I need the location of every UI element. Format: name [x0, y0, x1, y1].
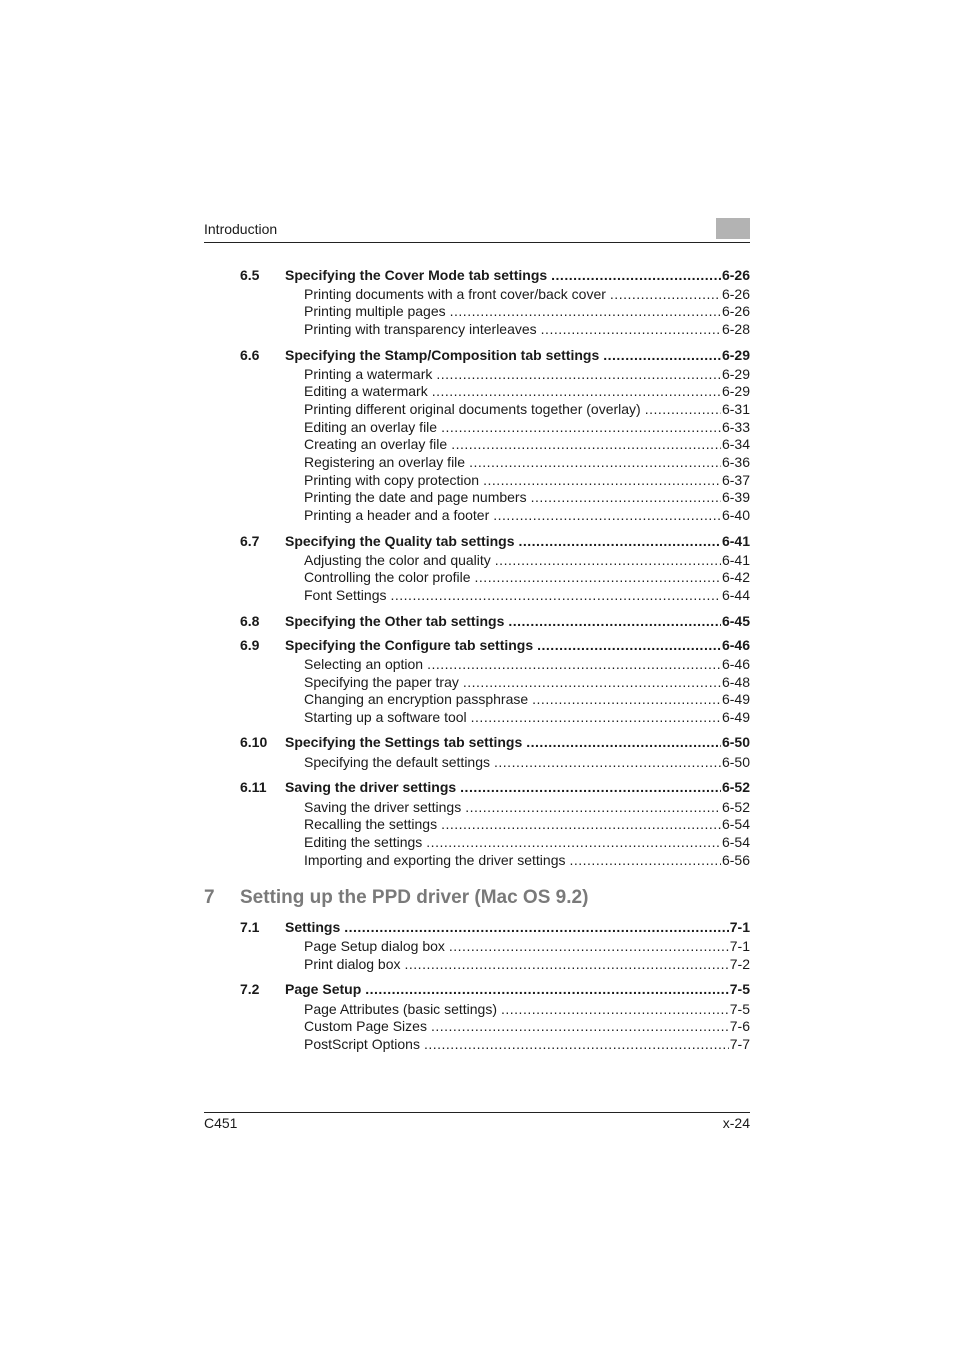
- toc-entry[interactable]: [304, 320, 750, 338]
- dot-leader: [441, 815, 721, 833]
- toc-section-6-9[interactable]: [240, 636, 750, 654]
- dot-leader: [508, 612, 721, 630]
- section-number: 6.9: [240, 637, 260, 653]
- section-number: 6.11: [240, 779, 267, 795]
- chapter-number: 7: [204, 887, 215, 908]
- toc-entry[interactable]: [304, 673, 750, 691]
- section-title: Specifying the Stamp/Composition tab settings: [285, 347, 600, 363]
- entry-title: Printing the date and page numbers: [304, 489, 527, 505]
- section-title: Page Setup: [285, 981, 362, 997]
- entry-page: 7-6: [729, 1018, 750, 1034]
- entry-page: 6-36: [721, 454, 750, 470]
- toc-entry[interactable]: [304, 833, 750, 851]
- dot-leader: [465, 798, 721, 816]
- entry-title: Printing with copy protection: [304, 472, 480, 488]
- dot-leader: [551, 266, 721, 284]
- dot-leader: [531, 488, 721, 506]
- entry-title: Adjusting the color and quality: [304, 552, 491, 568]
- dot-leader: [436, 365, 721, 383]
- section-number: 6.8: [240, 613, 260, 629]
- section-number: 6.6: [240, 347, 260, 363]
- toc-entry[interactable]: [304, 690, 750, 708]
- toc-entry[interactable]: [304, 302, 750, 320]
- dot-leader: [431, 1017, 729, 1035]
- section-title: Settings: [285, 919, 341, 935]
- toc-entry[interactable]: [304, 568, 750, 586]
- dot-leader: [483, 471, 721, 489]
- dot-leader: [391, 586, 721, 604]
- dot-leader: [569, 851, 720, 869]
- entry-title: Registering an overlay file: [304, 454, 466, 470]
- entry-title: Printing a header and a footer: [304, 507, 490, 523]
- entry-title: Importing and exporting the driver settings: [304, 852, 566, 868]
- toc-entry[interactable]: [304, 418, 750, 436]
- toc-entry[interactable]: [304, 753, 750, 771]
- entry-page: 6-28: [721, 321, 750, 337]
- toc-entry[interactable]: [304, 955, 750, 973]
- entry-title: Editing the settings: [304, 834, 423, 850]
- entry-title: Saving the driver settings: [304, 799, 462, 815]
- toc-section-7-2[interactable]: [240, 980, 750, 998]
- footer-model: C451: [204, 1115, 238, 1131]
- entry-page: 6-52: [721, 799, 750, 815]
- dot-leader: [501, 1000, 729, 1018]
- toc-entry[interactable]: [304, 937, 750, 955]
- entry-title: Creating an overlay file: [304, 436, 448, 452]
- dot-leader: [610, 285, 721, 303]
- dot-leader: [441, 418, 721, 436]
- dot-leader: [475, 568, 721, 586]
- toc-entry[interactable]: [304, 1017, 750, 1035]
- entry-title: Selecting an option: [304, 656, 424, 672]
- entry-page: 6-26: [721, 303, 750, 319]
- entry-title: Specifying the default settings: [304, 754, 491, 770]
- dot-leader: [645, 400, 721, 418]
- chapter-heading[interactable]: [204, 887, 750, 909]
- entry-page: 6-41: [721, 552, 750, 568]
- toc-entry[interactable]: [304, 586, 750, 604]
- entry-page: 7-7: [729, 1036, 750, 1052]
- entry-title: Printing multiple pages: [304, 303, 446, 319]
- section-page: 6-52: [721, 779, 750, 795]
- entry-title: Starting up a software tool: [304, 709, 467, 725]
- toc-section-6-10[interactable]: [240, 733, 750, 751]
- entry-page: 6-54: [721, 834, 750, 850]
- toc-entry[interactable]: [304, 285, 750, 303]
- toc-entry[interactable]: [304, 488, 750, 506]
- dot-leader: [427, 655, 721, 673]
- dot-leader: [405, 955, 729, 973]
- dot-leader: [603, 346, 721, 364]
- header-rule: [204, 242, 750, 243]
- entry-page: 6-49: [721, 691, 750, 707]
- dot-leader: [493, 506, 721, 524]
- section-page: 6-50: [721, 734, 750, 750]
- entry-title: Recalling the settings: [304, 816, 438, 832]
- entry-page: 6-39: [721, 489, 750, 505]
- section-page: 6-41: [721, 533, 750, 549]
- entry-title: Print dialog box: [304, 956, 401, 972]
- entry-page: 6-42: [721, 569, 750, 585]
- entry-title: Printing different original documents together (overlay): [304, 401, 641, 417]
- section-page: 6-46: [721, 637, 750, 653]
- section-number: 6.10: [240, 734, 268, 750]
- entry-page: 7-1: [729, 938, 750, 954]
- section-title: Specifying the Cover Mode tab settings: [285, 267, 548, 283]
- section-number: 7.2: [240, 981, 260, 997]
- section-number: 6.5: [240, 267, 260, 283]
- toc-section-6-8[interactable]: [240, 612, 750, 630]
- toc-entry[interactable]: [304, 551, 750, 569]
- dot-leader: [365, 980, 729, 998]
- entry-page: 6-56: [721, 852, 750, 868]
- toc-entry[interactable]: [304, 655, 750, 673]
- entry-page: 6-40: [721, 507, 750, 523]
- toc-section-6-7[interactable]: [240, 532, 750, 550]
- entry-title: Page Setup dialog box: [304, 938, 445, 954]
- section-page: 7-1: [729, 919, 750, 935]
- dot-leader: [344, 918, 729, 936]
- header-tab-marker: [716, 218, 750, 239]
- footer-rule: [204, 1112, 750, 1113]
- dot-leader: [494, 753, 721, 771]
- dot-leader: [451, 435, 721, 453]
- toc-entry[interactable]: [304, 506, 750, 524]
- section-number: 6.7: [240, 533, 260, 549]
- entry-page: 6-31: [721, 401, 750, 417]
- toc-section-6-11[interactable]: [240, 778, 750, 796]
- dot-leader: [450, 302, 721, 320]
- dot-leader: [526, 733, 721, 751]
- entry-page: 6-50: [721, 754, 750, 770]
- toc-entry[interactable]: [304, 815, 750, 833]
- toc-section-7-1[interactable]: [240, 918, 750, 936]
- footer-page-number: x-24: [722, 1115, 750, 1131]
- toc-entry[interactable]: [304, 798, 750, 816]
- dot-leader: [424, 1035, 729, 1053]
- toc-section-6-5[interactable]: [240, 266, 750, 284]
- entry-title: Controlling the color profile: [304, 569, 471, 585]
- section-page: 6-26: [721, 267, 750, 283]
- dot-leader: [460, 778, 721, 796]
- entry-title: Page Attributes (basic settings): [304, 1001, 497, 1017]
- entry-page: 6-29: [721, 366, 750, 382]
- chapter-title: Setting up the PPD driver (Mac OS 9.2): [240, 887, 589, 908]
- dot-leader: [518, 532, 720, 550]
- entry-title: Printing documents with a front cover/back cover: [304, 286, 606, 302]
- entry-page: 6-49: [721, 709, 750, 725]
- entry-title: Editing an overlay file: [304, 419, 438, 435]
- section-page: 6-45: [721, 613, 750, 629]
- section-page: 7-5: [729, 981, 750, 997]
- entry-page: 6-46: [721, 656, 750, 672]
- entry-title: Specifying the paper tray: [304, 674, 459, 690]
- toc-entry[interactable]: [304, 1035, 750, 1053]
- toc-entry[interactable]: [304, 365, 750, 383]
- toc-entry[interactable]: [304, 471, 750, 489]
- entry-page: 6-44: [721, 587, 750, 603]
- dot-leader: [432, 382, 721, 400]
- dot-leader: [471, 708, 721, 726]
- section-page: 6-29: [721, 347, 750, 363]
- section-title: Specifying the Settings tab settings: [285, 734, 523, 750]
- entry-page: 6-29: [721, 383, 750, 399]
- toc-entry[interactable]: [304, 435, 750, 453]
- entry-page: 6-37: [721, 472, 750, 488]
- section-number: 7.1: [240, 919, 260, 935]
- header-title: Introduction: [204, 221, 278, 237]
- entry-page: 6-54: [721, 816, 750, 832]
- dot-leader: [532, 690, 721, 708]
- toc-entry[interactable]: [304, 400, 750, 418]
- toc-entry[interactable]: [304, 382, 750, 400]
- dot-leader: [495, 551, 721, 569]
- entry-page: 7-2: [729, 956, 750, 972]
- toc-entry[interactable]: [304, 453, 750, 471]
- dot-leader: [537, 636, 721, 654]
- section-title: Saving the driver settings: [285, 779, 457, 795]
- dot-leader: [469, 453, 721, 471]
- dot-leader: [541, 320, 721, 338]
- dot-leader: [449, 937, 729, 955]
- section-title: Specifying the Quality tab settings: [285, 533, 515, 549]
- entry-title: Custom Page Sizes: [304, 1018, 427, 1034]
- entry-page: 6-48: [721, 674, 750, 690]
- entry-title: Font Settings: [304, 587, 387, 603]
- toc-entry[interactable]: [304, 1000, 750, 1018]
- entry-page: 7-5: [729, 1001, 750, 1017]
- entry-title: Editing a watermark: [304, 383, 428, 399]
- entry-page: 6-26: [721, 286, 750, 302]
- dot-leader: [426, 833, 721, 851]
- entry-title: PostScript Options: [304, 1036, 420, 1052]
- section-title: Specifying the Other tab settings: [285, 613, 505, 629]
- toc-section-6-6[interactable]: [240, 346, 750, 364]
- entry-page: 6-34: [721, 436, 750, 452]
- entry-title: Changing an encryption passphrase: [304, 691, 529, 707]
- toc-entry[interactable]: [304, 708, 750, 726]
- dot-leader: [463, 673, 721, 691]
- section-title: Specifying the Configure tab settings: [285, 637, 534, 653]
- entry-title: Printing a watermark: [304, 366, 433, 382]
- entry-title: Printing with transparency interleaves: [304, 321, 537, 337]
- entry-page: 6-33: [721, 419, 750, 435]
- toc-entry[interactable]: [304, 851, 750, 869]
